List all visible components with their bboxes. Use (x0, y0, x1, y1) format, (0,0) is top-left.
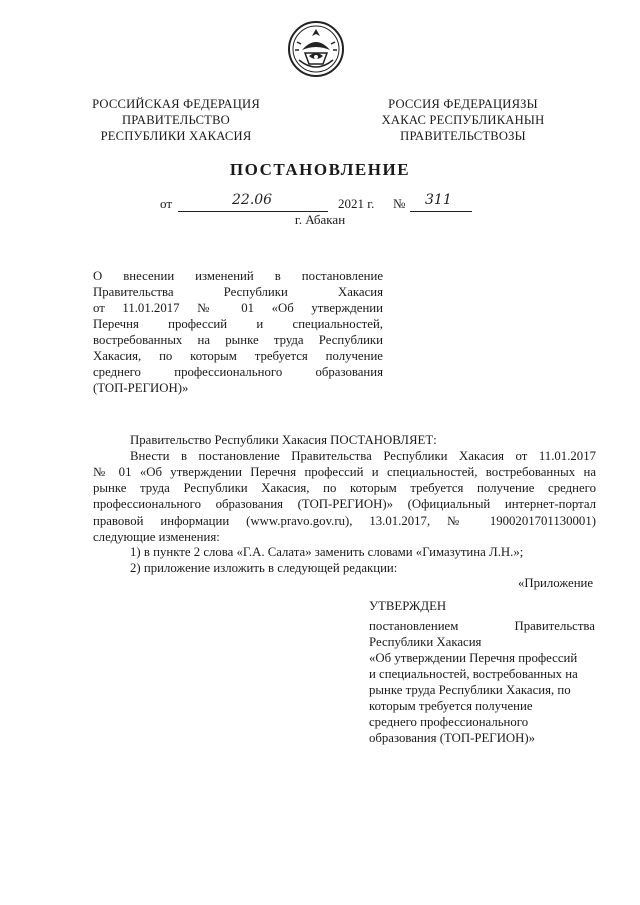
number-label: № (393, 196, 406, 211)
header-left-line: РОССИЙСКАЯ ФЕДЕРАЦИЯ (92, 97, 260, 111)
resolution-intro: Правительство Республики Хакасия ПОСТАНОВЛЯЕТ: (130, 433, 437, 447)
approved-title: УТВЕРЖДЕН (369, 599, 447, 613)
approval-block (369, 598, 595, 746)
paragraph-first-line (130, 448, 596, 464)
paragraph-line: профессионального образования (ТОП-РЕГИОН)» (Официальный интернет-портал (93, 497, 596, 512)
header-right (364, 96, 562, 144)
header-right-line: ПРАВИТЕЛЬСТВОЗЫ (400, 129, 526, 143)
year-text: 2021 г. (338, 196, 375, 211)
header-left-line: РЕСПУБЛИКИ ХАКАСИЯ (100, 129, 252, 143)
paragraph-line: следующие изменения: (93, 529, 220, 544)
approved-line: Республики Хакасия (369, 635, 482, 649)
list-item: 2) приложение изложить в следующей редакции: (130, 561, 398, 575)
subject-line: О внесении изменений в постановление (93, 269, 383, 283)
approved-line: среднего профессионального (369, 715, 529, 729)
header-left (78, 96, 274, 144)
list-item: 1) в пункте 2 слова «Г.А. Салата» заменить словами «Гимазутина Л.Н.»; (130, 545, 524, 559)
date-from-label: от (160, 196, 173, 211)
header-right-line: РОССИЯ ФЕДЕРАЦИЯЗЫ (388, 97, 538, 111)
paragraph-body (93, 464, 596, 545)
paragraph-line: правовой информации (www.pravo.gov.ru), 13.01.2017, № 1900201701130001) (93, 513, 596, 528)
approved-line: рынке труда Республики Хакасия, по (369, 683, 571, 697)
date-handwritten: 22.06 (232, 192, 273, 208)
subject-line: Перечня профессий и специальностей, (93, 317, 383, 331)
subject-line: среднего профессионального образования (93, 365, 383, 379)
subject-line: Хакасия, по которым требуется получение (93, 349, 383, 363)
approved-line: которым требуется получение (369, 699, 533, 713)
subject-line: (ТОП-РЕГИОН)» (93, 381, 189, 395)
subject-line: востребованных на рынке труда Республики (93, 333, 383, 347)
approved-line: постановлением Правительства (369, 619, 595, 633)
city-name: г. Абакан (294, 212, 346, 227)
number-handwritten: 311 (425, 192, 452, 208)
subject-block (93, 268, 383, 396)
header-left-line: ПРАВИТЕЛЬСТВО (122, 113, 230, 127)
paragraph-line: № 01 «Об утверждении Перечня профессий и специальностей, востребованных на (93, 465, 596, 479)
approved-line: и специальностей, востребованных на (369, 667, 578, 681)
appendix-label: «Приложение (518, 576, 594, 590)
subject-line: Правительства Республики Хакасия (93, 285, 383, 299)
subject-line: от 11.01.2017 № 01 «Об утверждении (93, 301, 383, 315)
header-right-line: ХАКАС РЕСПУБЛИКАНЫН (381, 113, 545, 127)
paragraph-line: рынке труда Республики Хакасия, по которым требуется получение среднего (93, 481, 596, 496)
document-title: ПОСТАНОВЛЕНИЕ (229, 160, 411, 179)
approved-line: «Об утверждении Перечня профессий (369, 651, 578, 665)
coat-of-arms-emblem (287, 20, 345, 78)
approved-line: образования (ТОП-РЕГИОН)» (369, 731, 536, 745)
paragraph-line: Внести в постановление Правительства Республики Хакасия от 11.01.2017 (130, 449, 596, 463)
